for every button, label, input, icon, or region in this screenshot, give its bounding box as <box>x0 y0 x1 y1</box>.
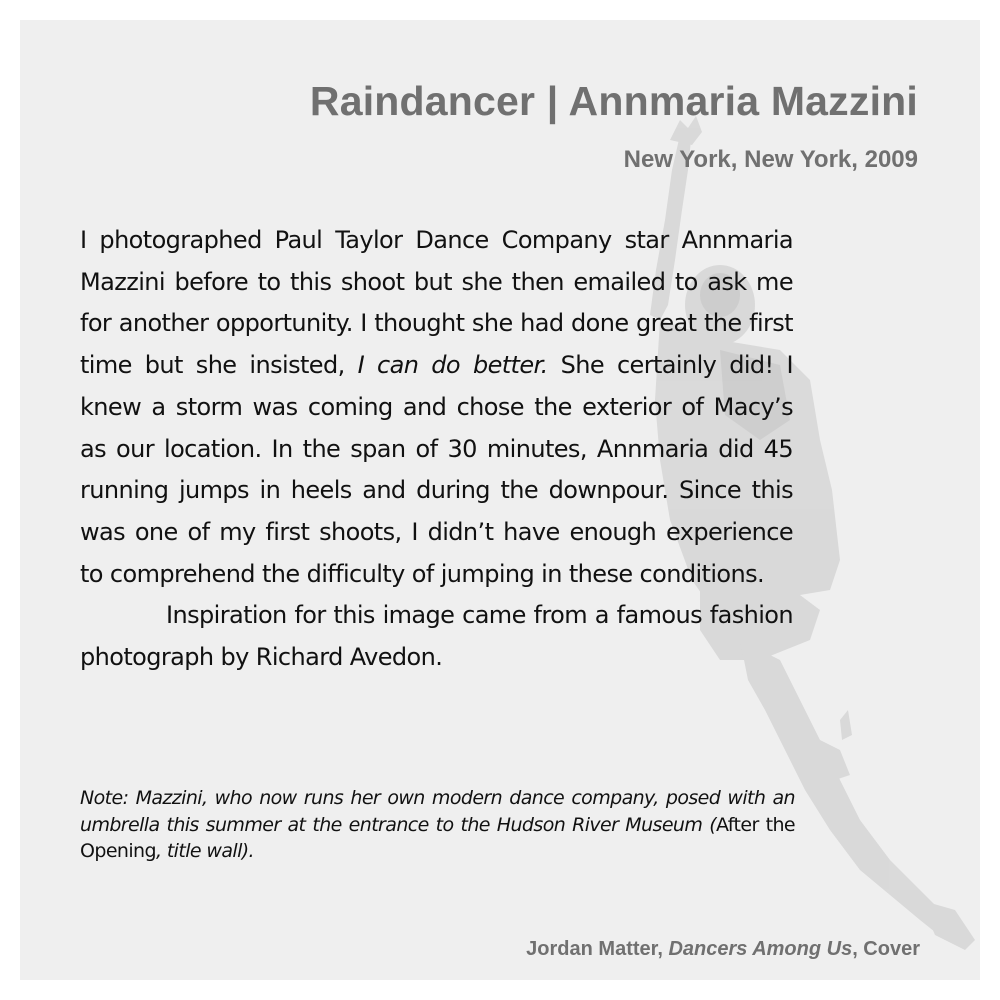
credit-book-title: Dancers Among Us <box>668 938 853 960</box>
story-body <box>80 220 793 679</box>
note-exhibit-name: After the Opening <box>80 813 795 862</box>
credit-author: Jordan Matter, <box>526 938 669 960</box>
quote-i-can-do-better: I can do better. <box>357 351 548 380</box>
note-block <box>80 785 795 865</box>
page-title: Raindancer | Annmaria Mazzini <box>309 78 918 124</box>
note-paragraph <box>80 785 795 865</box>
body-paragraph-1-text-a: I photographed Paul Taylor Dance Company star Annmaria Mazzini before to this shoot but she then emailed to ask me for another opportunity. I thought she had done great the first time but she insisted, <box>80 226 793 380</box>
location-date-subtitle: New York, New York, 2009 <box>623 146 918 173</box>
body-paragraph-1 <box>80 220 793 595</box>
note-text-tail: , title wall). <box>155 840 254 862</box>
credit-suffix: , Cover <box>852 938 920 960</box>
page-panel <box>20 20 980 980</box>
body-paragraph-2: Inspiration for this image came from a famous fashion photograph by Richard Avedon. <box>80 601 793 672</box>
note-text-italic: Note: Mazzini, who now runs her own modern dance company, posed with an umbrella this summer at the entrance to the Hudson River Museum ( <box>80 787 795 836</box>
body-paragraph-1-text-b: She certainly did! I knew a storm was coming and chose the exterior of Macy’s as our location. In the span of 30 minutes, Annmaria did 45 running jumps in heels and during the downpour. Since this was one of my first shoots, I didn’t have enough experience to comprehend the difficulty of jumping in these conditions. <box>80 351 793 588</box>
photo-credit <box>526 938 920 961</box>
